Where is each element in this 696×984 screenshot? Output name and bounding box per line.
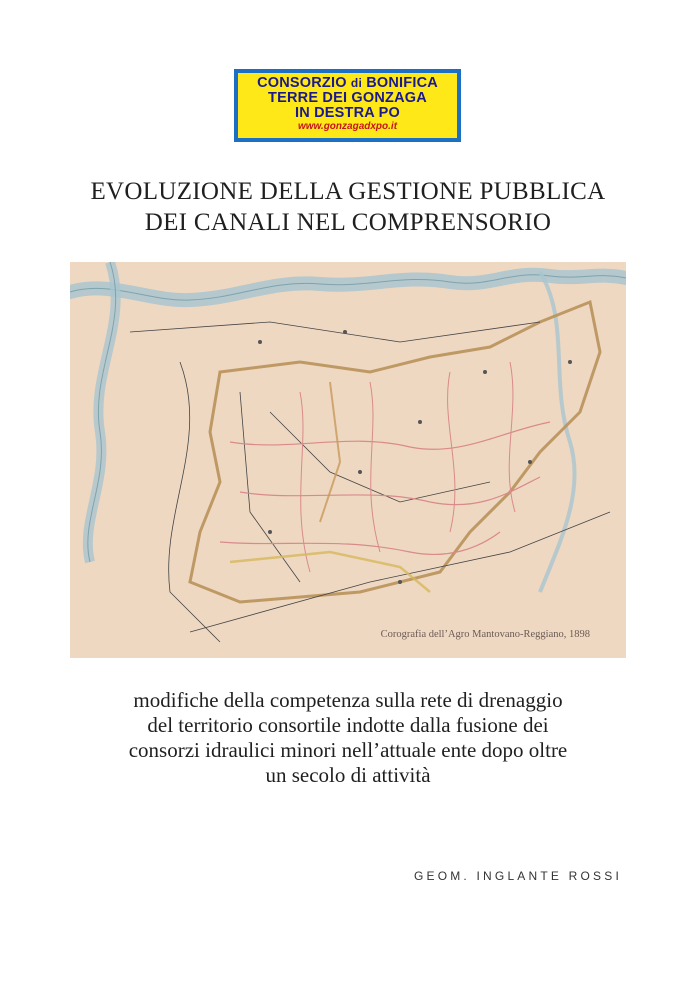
subtitle-line-2: del territorio consortile indotte dalla fusione dei (147, 713, 549, 737)
document-subtitle (0, 688, 696, 788)
road-5 (240, 392, 300, 582)
map-drawing (70, 262, 626, 658)
canal-4 (370, 382, 380, 552)
consortium-logo (234, 69, 461, 142)
subtitle-line-1: modifiche della competenza sulla rete di drenaggio (133, 688, 563, 712)
logo-panel (238, 73, 457, 138)
town-marker (528, 460, 532, 464)
logo-url: www.gonzagadxpo.it (297, 121, 398, 132)
town-marker (343, 330, 347, 334)
title-line-2: DEI CANALI NEL COMPRENSORIO (144, 209, 552, 236)
historical-map (70, 262, 626, 658)
author-name: GEOM. INGLANTE ROSSI (413, 869, 622, 883)
canal-3 (220, 532, 500, 554)
district-boundary (230, 552, 430, 592)
canal-6 (300, 392, 310, 572)
subtitle-line-3: consorzi idraulici minori nell’attuale ente dopo oltre (128, 738, 568, 762)
district-boundary-2 (320, 382, 340, 522)
logo-line-2: TERRE DEI GONZAGA (268, 90, 427, 106)
canal-1 (230, 422, 550, 449)
canal-5 (448, 372, 455, 532)
logo-line-3: IN DESTRA PO (295, 105, 400, 121)
town-marker (418, 420, 422, 424)
road-1 (130, 322, 540, 342)
consortium-boundary (190, 302, 600, 602)
town-marker (268, 530, 272, 534)
logo-line-1: CONSORZIO di BONIFICA (257, 75, 438, 91)
town-marker (358, 470, 362, 474)
map-caption: Corografia dell’Agro Mantovano-Reggiano, 1898 (380, 629, 590, 640)
canal-2 (240, 477, 540, 505)
subtitle-line-4: un secolo di attività (265, 763, 431, 787)
document-title (0, 176, 696, 238)
town-marker (398, 580, 402, 584)
river-west (88, 262, 116, 562)
title-line-1: EVOLUZIONE DELLA GESTIONE PUBBLICA (90, 178, 606, 205)
town-marker (483, 370, 487, 374)
town-marker (568, 360, 572, 364)
town-marker (258, 340, 262, 344)
